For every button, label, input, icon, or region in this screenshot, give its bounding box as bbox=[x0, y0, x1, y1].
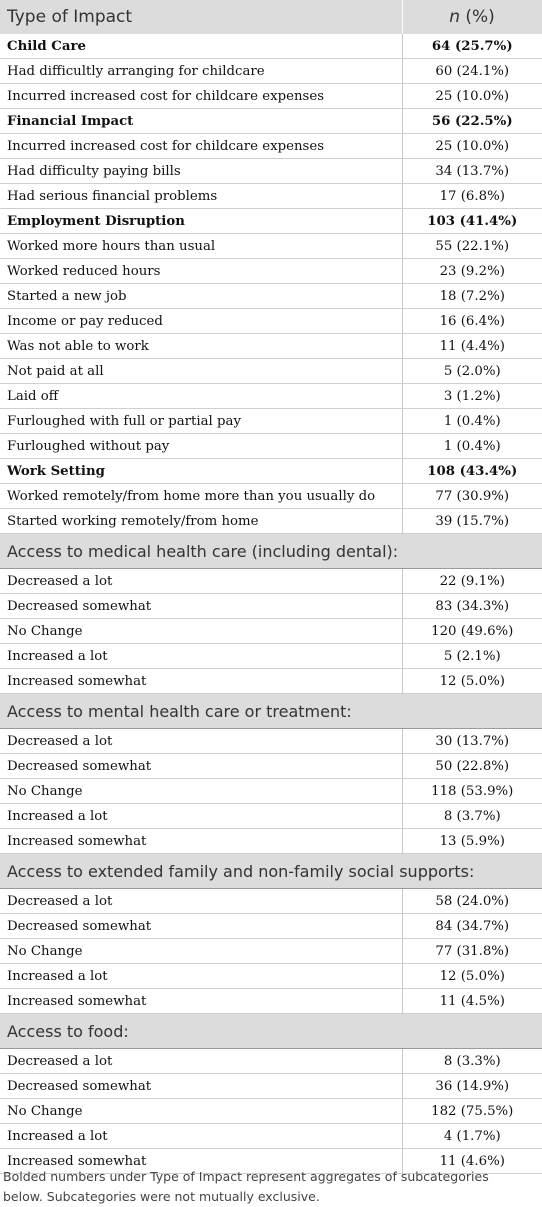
row-value: 5 (2.1%) bbox=[402, 644, 542, 669]
section-header-row bbox=[0, 854, 542, 889]
category-row bbox=[0, 34, 542, 59]
row-value: 11 (4.4%) bbox=[402, 334, 542, 359]
row-value: 56 (22.5%) bbox=[402, 109, 542, 134]
table-row bbox=[0, 964, 542, 989]
table-row bbox=[0, 594, 542, 619]
table-row bbox=[0, 1049, 542, 1074]
category-row bbox=[0, 459, 542, 484]
row-value: 8 (3.7%) bbox=[402, 804, 542, 829]
row-value: 83 (34.3%) bbox=[402, 594, 542, 619]
section-header-row bbox=[0, 534, 542, 569]
table-row bbox=[0, 729, 542, 754]
table-row bbox=[0, 779, 542, 804]
row-value: 22 (9.1%) bbox=[402, 569, 542, 594]
table-row bbox=[0, 804, 542, 829]
row-label: Increased somewhat bbox=[0, 1149, 402, 1174]
row-label: Employment Disruption bbox=[0, 209, 402, 234]
row-label: Worked more hours than usual bbox=[0, 234, 402, 259]
row-label: Had difficultly arranging for childcare bbox=[0, 59, 402, 84]
section-title: Access to mental health care or treatment: bbox=[0, 694, 542, 729]
row-value: 8 (3.3%) bbox=[402, 1049, 542, 1074]
row-label: Increased a lot bbox=[0, 964, 402, 989]
table-row bbox=[0, 134, 542, 159]
row-label: Increased somewhat bbox=[0, 989, 402, 1014]
row-label: Increased a lot bbox=[0, 644, 402, 669]
table-row bbox=[0, 1074, 542, 1099]
row-value: 13 (5.9%) bbox=[402, 829, 542, 854]
table-row bbox=[0, 754, 542, 779]
row-value: 182 (75.5%) bbox=[402, 1099, 542, 1124]
row-value: 11 (4.6%) bbox=[402, 1149, 542, 1174]
row-value: 18 (7.2%) bbox=[402, 284, 542, 309]
row-label: Decreased a lot bbox=[0, 569, 402, 594]
table-row bbox=[0, 829, 542, 854]
row-label: Incurred increased cost for childcare expenses bbox=[0, 134, 402, 159]
row-value: 58 (24.0%) bbox=[402, 889, 542, 914]
table-row bbox=[0, 59, 542, 84]
table-row bbox=[0, 184, 542, 209]
section-header-row bbox=[0, 694, 542, 729]
row-value: 1 (0.4%) bbox=[402, 409, 542, 434]
row-label: Decreased somewhat bbox=[0, 594, 402, 619]
table-row bbox=[0, 914, 542, 939]
row-label: Increased somewhat bbox=[0, 669, 402, 694]
row-label: Started a new job bbox=[0, 284, 402, 309]
row-label: No Change bbox=[0, 939, 402, 964]
row-label: Decreased a lot bbox=[0, 1049, 402, 1074]
row-value: 84 (34.7%) bbox=[402, 914, 542, 939]
row-label: Increased somewhat bbox=[0, 829, 402, 854]
table-row bbox=[0, 669, 542, 694]
section-title: Access to extended family and non-family social supports: bbox=[0, 854, 542, 889]
header-n: n bbox=[449, 7, 460, 27]
row-label: Decreased somewhat bbox=[0, 914, 402, 939]
row-label: Furloughed without pay bbox=[0, 434, 402, 459]
row-value: 36 (14.9%) bbox=[402, 1074, 542, 1099]
table-row bbox=[0, 309, 542, 334]
row-label: Had difficulty paying bills bbox=[0, 159, 402, 184]
row-value: 55 (22.1%) bbox=[402, 234, 542, 259]
row-value: 103 (41.4%) bbox=[402, 209, 542, 234]
row-value: 118 (53.9%) bbox=[402, 779, 542, 804]
table-row bbox=[0, 334, 542, 359]
header-n-percent bbox=[402, 0, 542, 34]
row-value: 77 (31.8%) bbox=[402, 939, 542, 964]
row-label: Worked remotely/from home more than you usually do bbox=[0, 484, 402, 509]
row-label: Decreased a lot bbox=[0, 889, 402, 914]
row-label: Laid off bbox=[0, 384, 402, 409]
row-label: Was not able to work bbox=[0, 334, 402, 359]
table-row bbox=[0, 159, 542, 184]
table-footnote bbox=[0, 1167, 539, 1207]
row-label: Increased a lot bbox=[0, 1124, 402, 1149]
row-label: No Change bbox=[0, 619, 402, 644]
row-value: 108 (43.4%) bbox=[402, 459, 542, 484]
table-row bbox=[0, 509, 542, 534]
row-value: 4 (1.7%) bbox=[402, 1124, 542, 1149]
row-label: No Change bbox=[0, 779, 402, 804]
header-percent: (%) bbox=[459, 7, 495, 27]
table-header bbox=[0, 0, 542, 34]
row-label: No Change bbox=[0, 1099, 402, 1124]
table-row bbox=[0, 84, 542, 109]
row-value: 17 (6.8%) bbox=[402, 184, 542, 209]
table-row bbox=[0, 569, 542, 594]
row-value: 16 (6.4%) bbox=[402, 309, 542, 334]
header-type-of-impact: Type of Impact bbox=[0, 0, 402, 34]
footnote-line-1: Bolded numbers under Type of Impact represent aggregates of subcategories bbox=[3, 1169, 489, 1184]
category-row bbox=[0, 109, 542, 134]
table-row bbox=[0, 619, 542, 644]
row-label: Decreased somewhat bbox=[0, 754, 402, 779]
row-label: Child Care bbox=[0, 34, 402, 59]
table-row bbox=[0, 939, 542, 964]
section-title: Access to medical health care (including dental): bbox=[0, 534, 542, 569]
row-value: 34 (13.7%) bbox=[402, 159, 542, 184]
table-row bbox=[0, 409, 542, 434]
section-header-row bbox=[0, 1014, 542, 1049]
category-row bbox=[0, 209, 542, 234]
row-value: 25 (10.0%) bbox=[402, 134, 542, 159]
row-label: Decreased somewhat bbox=[0, 1074, 402, 1099]
table-row bbox=[0, 359, 542, 384]
table-body bbox=[0, 34, 542, 1174]
row-value: 3 (1.2%) bbox=[402, 384, 542, 409]
row-value: 12 (5.0%) bbox=[402, 964, 542, 989]
row-label: Increased a lot bbox=[0, 804, 402, 829]
table-row bbox=[0, 234, 542, 259]
section-title: Access to food: bbox=[0, 1014, 542, 1049]
row-label: Work Setting bbox=[0, 459, 402, 484]
row-label: Had serious financial problems bbox=[0, 184, 402, 209]
row-value: 39 (15.7%) bbox=[402, 509, 542, 534]
row-label: Financial Impact bbox=[0, 109, 402, 134]
row-value: 120 (49.6%) bbox=[402, 619, 542, 644]
table-row bbox=[0, 284, 542, 309]
row-label: Income or pay reduced bbox=[0, 309, 402, 334]
row-value: 11 (4.5%) bbox=[402, 989, 542, 1014]
table-row bbox=[0, 259, 542, 284]
row-label: Worked reduced hours bbox=[0, 259, 402, 284]
row-value: 64 (25.7%) bbox=[402, 34, 542, 59]
table-row bbox=[0, 484, 542, 509]
row-value: 1 (0.4%) bbox=[402, 434, 542, 459]
row-value: 60 (24.1%) bbox=[402, 59, 542, 84]
row-value: 12 (5.0%) bbox=[402, 669, 542, 694]
row-value: 25 (10.0%) bbox=[402, 84, 542, 109]
table-row bbox=[0, 989, 542, 1014]
table-row bbox=[0, 1099, 542, 1124]
row-value: 50 (22.8%) bbox=[402, 754, 542, 779]
row-label: Incurred increased cost for childcare expenses bbox=[0, 84, 402, 109]
row-label: Not paid at all bbox=[0, 359, 402, 384]
table-row bbox=[0, 434, 542, 459]
row-label: Started working remotely/from home bbox=[0, 509, 402, 534]
row-value: 23 (9.2%) bbox=[402, 259, 542, 284]
footnote-line-2: below. Subcategories were not mutually exclusive. bbox=[3, 1189, 320, 1204]
row-label: Furloughed with full or partial pay bbox=[0, 409, 402, 434]
row-value: 30 (13.7%) bbox=[402, 729, 542, 754]
table-row bbox=[0, 644, 542, 669]
table-row bbox=[0, 889, 542, 914]
table-row bbox=[0, 384, 542, 409]
row-value: 5 (2.0%) bbox=[402, 359, 542, 384]
row-value: 77 (30.9%) bbox=[402, 484, 542, 509]
row-label: Decreased a lot bbox=[0, 729, 402, 754]
table-row bbox=[0, 1124, 542, 1149]
